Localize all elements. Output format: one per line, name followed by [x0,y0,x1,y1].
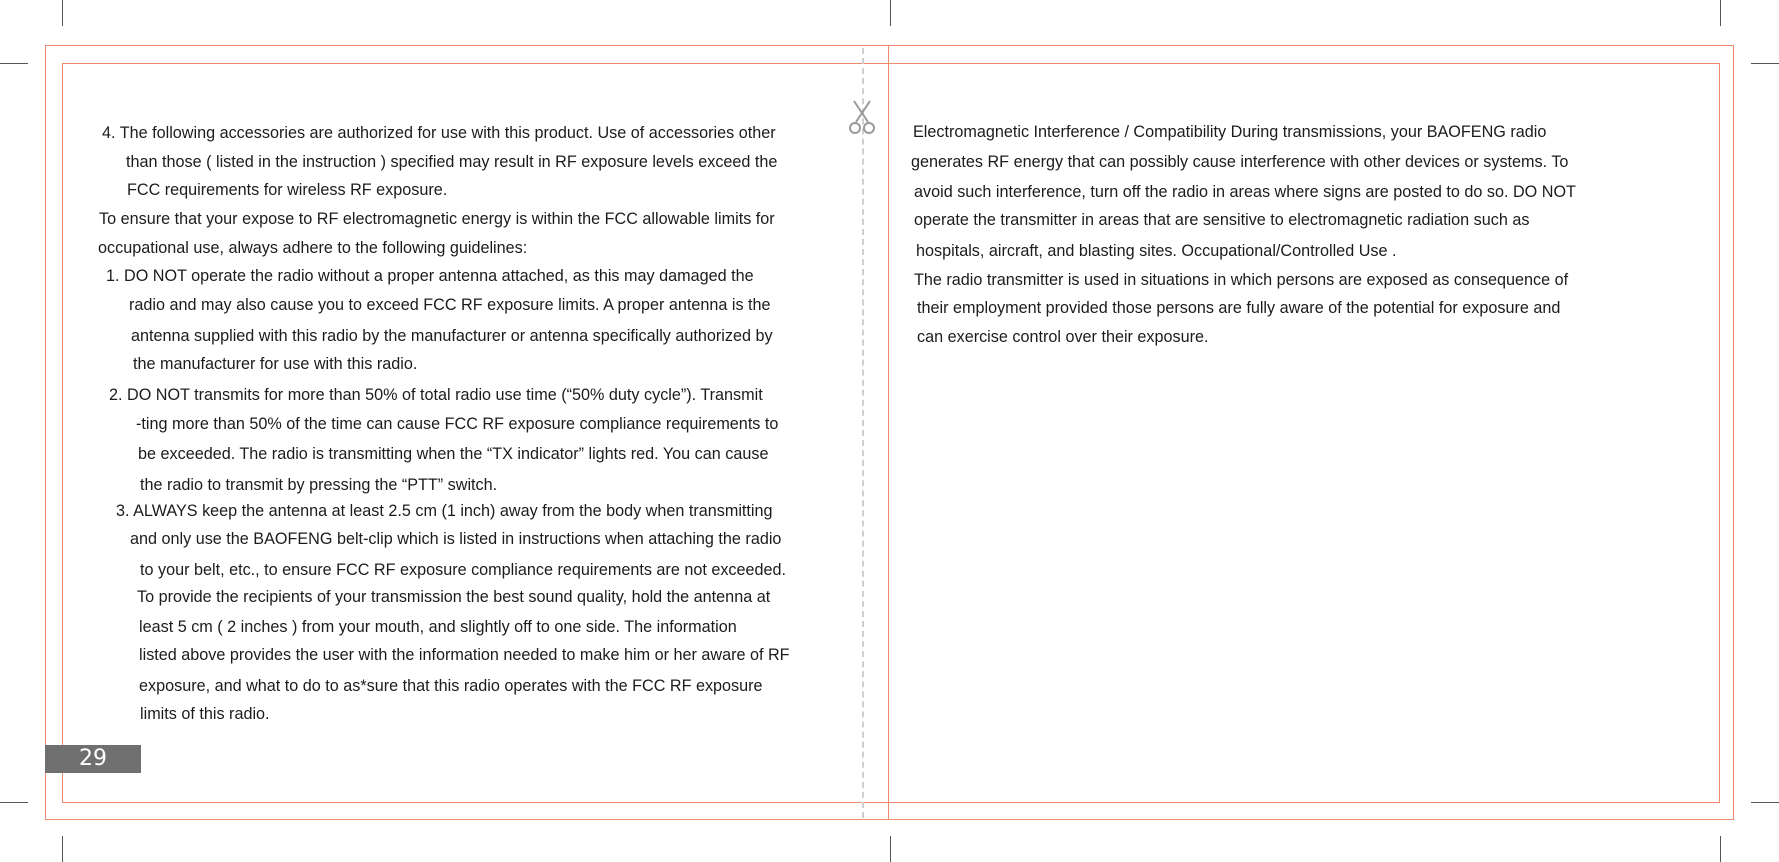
text-line: the manufacturer for use with this radio. [133,355,418,373]
page-divider [888,45,889,820]
text-line: exposure, and what to do to as*sure that this radio operates with the FCC RF exposure [139,677,763,695]
crop-mark [62,836,63,862]
text-line: -ting more than 50% of the time can cause FCC RF exposure compliance requirements to [136,415,779,433]
text-line: operate the transmitter in areas that are sensitive to electromagnetic radiation such as [914,211,1530,229]
text-line: To ensure that your expose to RF electromagnetic energy is within the FCC allowable limits for [99,210,775,228]
text-line: the radio to transmit by pressing the “PTT” switch. [140,476,498,494]
text-line: The radio transmitter is used in situations in which persons are exposed as consequence of [914,271,1569,289]
crop-mark [1720,836,1721,862]
crop-mark [1751,802,1779,803]
text-line: 1. DO NOT operate the radio without a proper antenna attached, as this may damaged the [106,267,754,285]
scissors-icon [848,98,876,136]
cut-line [862,48,864,818]
text-line: radio and may also cause you to exceed FCC RF exposure limits. A proper antenna is the [129,296,771,314]
crop-mark [0,63,28,64]
text-line: be exceeded. The radio is transmitting when the “TX indicator” lights red. You can cause [138,445,769,463]
page-number: 29 [45,745,141,773]
text-line: 4. The following accessories are authorized for use with this product. Use of accessories other [102,124,776,142]
text-line: limits of this radio. [140,705,270,723]
crop-mark [1720,0,1721,26]
text-line: avoid such interference, turn off the radio in areas where signs are posted to do so. DO NOT [914,183,1576,201]
crop-mark [62,0,63,26]
text-line: Electromagnetic Interference / Compatibility During transmissions, your BAOFENG radio [913,123,1547,141]
text-line: generates RF energy that can possibly cause interference with other devices or systems. To [911,153,1569,171]
text-line: their employment provided those persons are fully aware of the potential for exposure and [917,299,1561,317]
text-line: 2. DO NOT transmits for more than 50% of total radio use time (“50% duty cycle”). Transmit [109,386,763,404]
crop-mark [890,836,891,862]
text-line: To provide the recipients of your transmission the best sound quality, hold the antenna at [137,588,771,606]
text-line: occupational use, always adhere to the following guidelines: [98,239,528,257]
text-line: than those ( listed in the instruction ) specified may result in RF exposure levels exceed the [126,153,778,171]
text-line: 3. ALWAYS keep the antenna at least 2.5 cm (1 inch) away from the body when transmitting [116,502,773,520]
text-line: listed above provides the user with the information needed to make him or her aware of RF [139,646,790,664]
crop-mark [890,0,891,26]
text-line: FCC requirements for wireless RF exposure. [127,181,448,199]
text-line: and only use the BAOFENG belt-clip which is listed in instructions when attaching the radio [130,530,782,548]
crop-mark [1751,63,1779,64]
crop-mark [0,802,28,803]
text-line: can exercise control over their exposure. [917,328,1209,346]
text-line: least 5 cm ( 2 inches ) from your mouth, and slightly off to one side. The information [139,618,737,636]
text-line: to your belt, etc., to ensure FCC RF exposure compliance requirements are not exceeded. [140,561,787,579]
text-line: antenna supplied with this radio by the manufacturer or antenna specifically authorized by [131,327,773,345]
text-line: hospitals, aircraft, and blasting sites. Occupational/Controlled Use . [916,242,1397,260]
